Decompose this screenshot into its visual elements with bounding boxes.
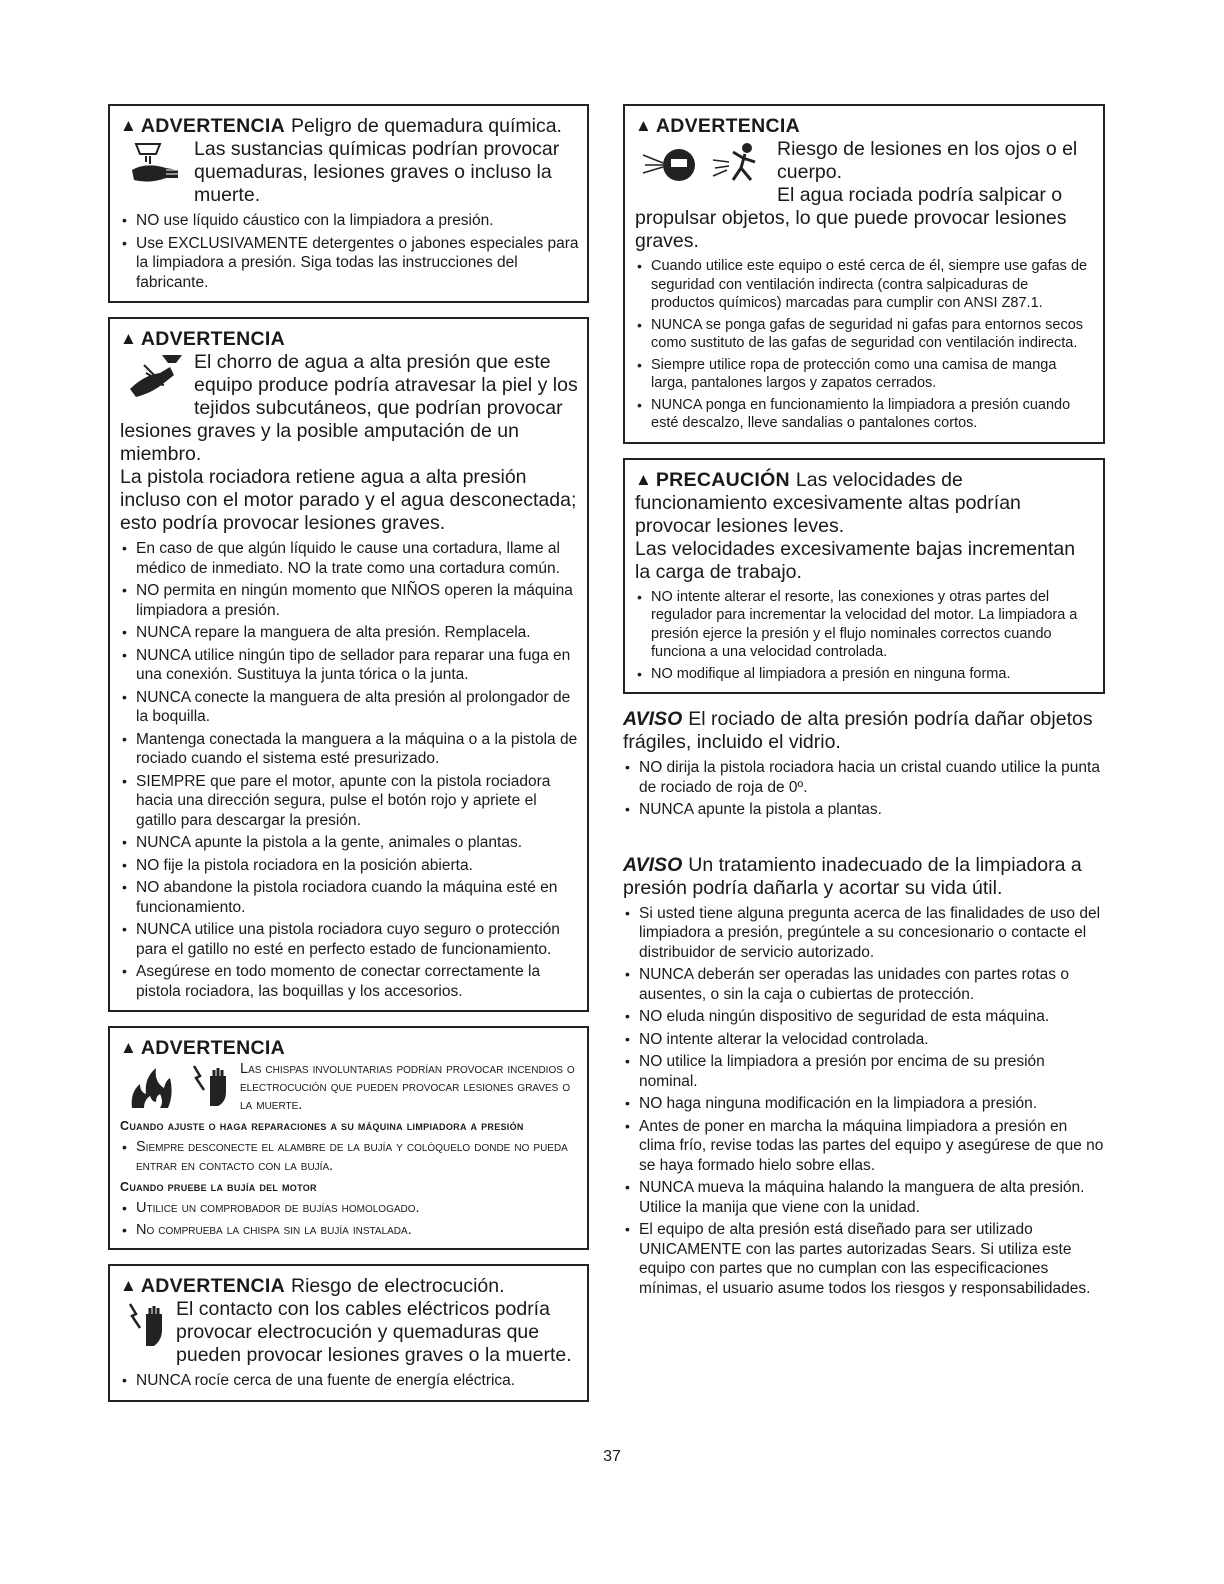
caution-speed-box [623, 458, 1105, 695]
warning-eyes-list [635, 257, 1095, 433]
alert-triangle-icon: ▲ [120, 116, 137, 135]
warning-chemical-box [108, 104, 589, 303]
list-item: • NO dirija la pistola rociadora hacia un cristal cuando utilice la punta de rociado de roja de 0º. [623, 758, 1105, 797]
list-item: • Utilice un comprobador de bujías homologado. [120, 1199, 579, 1218]
list-item: • SIEMPRE que pare el motor, apunte con la pistola rociadora hacia una dirección segura, pulse el botón rojo y apriete el gatillo para descargar la presión. [120, 772, 579, 831]
notice-treatment-list [623, 904, 1105, 1299]
list-item: • Use EXCLUSIVAMENTE detergentes o jabones especiales para la limpiadora a presión. Siga todas las instrucciones del fabricante. [120, 234, 579, 293]
list-item: • NO haga ninguna modificación en la limpiadora a presión. [623, 1094, 1105, 1114]
warning-sparks-box [108, 1026, 589, 1250]
right-column [623, 104, 1105, 1324]
warning-electrocution-header [120, 1274, 579, 1298]
caution-speed-header [635, 468, 1095, 538]
warning-sparks-lead: Las chispas involuntarias podrían provocar incendios o electrocución que pueden provocar lesiones graves o la muerte. [240, 1061, 575, 1113]
list-item: • NUNCA apunte la pistola a plantas. [623, 800, 1105, 820]
caution-speed-body: Las velocidades excesivamente bajas incrementan la carga de trabajo. [635, 537, 1076, 583]
notice-treatment [623, 854, 1105, 1299]
warning-keyword: ADVERTENCIA [140, 1037, 285, 1059]
list-item: • NUNCA conecte la manguera de alta presión al prolongador de la boquilla. [120, 688, 579, 727]
warning-keyword: ADVERTENCIA [140, 1275, 285, 1297]
left-column [108, 104, 589, 1416]
notice-keyword: AVISO [623, 853, 683, 876]
list-item: • NO modifique al limpiadora a presión en ninguna forma. [635, 665, 1095, 684]
list-item: • NO abandone la pistola rociadora cuando la máquina esté en funcionamiento. [120, 878, 579, 917]
list-item: • NO intente alterar el resorte, las conexiones y otras partes del regulador para incrementar la velocidad del motor. La limpiadora a presión ejerce la presión y el flujo nominales correctos cuando funciona a una velocidad controlada. [635, 588, 1095, 662]
warning-injection-box [108, 317, 589, 1012]
notice-fragile-header [623, 708, 1105, 754]
list-item: • NO use líquido cáustico con la limpiadora a presión. [120, 211, 579, 231]
warning-chemical-lead: Peligro de quemadura química. [290, 115, 562, 137]
list-item: • Siempre utilice ropa de protección como una camisa de manga larga, pantalones largos y zapatos cerrados. [635, 356, 1095, 393]
list-item: • NO eluda ningún dispositivo de seguridad de esta máquina. [623, 1007, 1105, 1027]
list-item: • NUNCA repare la manguera de alta presión. Remplacela. [120, 623, 579, 643]
warning-keyword: ADVERTENCIA [655, 115, 800, 137]
warning-injection-header [120, 327, 579, 351]
warning-electrocution-box [108, 1264, 589, 1402]
warning-chemical-body: Las sustancias químicas podrían provocar quemaduras, lesiones graves o incluso la muerte. [194, 138, 560, 206]
notice-treatment-header [623, 854, 1105, 900]
list-item: • NUNCA utilice ningún tipo de sellador para reparar una fuga en una conexión. Sustituya la junta tórica o la junta. [120, 646, 579, 685]
warning-electrocution-body: El contacto con los cables eléctricos podría provocar electrocución y quemaduras que pueden provocar lesiones graves o la muerte. [176, 1298, 572, 1366]
list-item: • NUNCA deberán ser operadas las unidades con partes rotas o ausentes, o sin la caja o cubiertas de protección. [623, 965, 1105, 1004]
list-item: • NO permita en ningún momento que NIÑOS operen la máquina limpiadora a presión. [120, 581, 579, 620]
notice-fragile [623, 708, 1105, 820]
caution-keyword: PRECAUCIÓN [655, 468, 790, 491]
warning-electrocution-list [120, 1371, 579, 1391]
electric-shock-icon [126, 1300, 166, 1352]
caution-speed-list [635, 588, 1095, 684]
list-item: • El equipo de alta presión está diseñado para ser utilizado UNICAMENTE con las partes autorizadas Sears. Si utiliza este equipo con partes que no cumplan con las especificaciones mínimas, el usuario asume todos los riesgos y responsabilidades. [623, 1220, 1105, 1298]
warning-sparks-header [120, 1036, 579, 1060]
eye-injury-icon [641, 141, 697, 187]
warning-electrocution-lead: Riesgo de electrocución. [290, 1275, 505, 1297]
list-item: • NUNCA mueva la máquina halando la manguera de alta presión. Utilice la manija que viene con la unidad. [623, 1178, 1105, 1217]
fire-shock-icons [126, 1062, 230, 1112]
list-item: • NUNCA apunte la pistola a la gente, animales o plantas. [120, 833, 579, 853]
list-item: • Cuando utilice este equipo o esté cerca de él, siempre use gafas de seguridad con ventilación indirecta (contra salpicaduras de productos químicos) marcadas para cumplir con ANSI Z87.1. [635, 257, 1095, 313]
body-impact-icon [711, 140, 767, 188]
list-item: • Antes de poner en marcha la máquina limpiadora a presión en clima frío, revise todas las partes del equipo y asegúrese de que no se haya formado hielo sobre ellas. [623, 1117, 1105, 1176]
warning-eyes-lead: Riesgo de lesiones en los ojos o el cuerpo. [777, 138, 1078, 183]
warning-keyword: ADVERTENCIA [140, 115, 285, 137]
warning-injection-lead: El chorro de agua a alta presión que este equipo produce podría atravesar la piel y los tejidos subcutáneos, que podrían provocar lesiones graves y la posible amputación de un miembro. [120, 351, 578, 465]
electric-shock-icon [190, 1062, 230, 1112]
alert-triangle-icon: ▲ [120, 1276, 137, 1295]
alert-triangle-icon: ▲ [120, 1038, 137, 1057]
warning-injection-list [120, 539, 579, 1001]
alert-triangle-icon: ▲ [120, 329, 137, 348]
warning-chemical-header [120, 114, 579, 138]
notice-fragile-list [623, 758, 1105, 820]
list-item: • NO utilice la limpiadora a presión por encima de su presión nominal. [623, 1052, 1105, 1091]
warning-sparks-list-1 [120, 1138, 579, 1175]
notice-keyword: AVISO [623, 708, 683, 730]
list-item: • NUNCA ponga en funcionamiento la limpiadora a presión cuando esté descalzo, lleve sandalias o pantalones cortos. [635, 396, 1095, 433]
list-item: • Asegúrese en todo momento de conectar correctamente la pistola rociadora, las boquillas y los accesorios. [120, 962, 579, 1001]
warning-chemical-list [120, 211, 579, 292]
warning-sparks-list-2 [120, 1199, 579, 1239]
warning-eyes-header [635, 114, 1095, 138]
warning-eyes-body: El agua rociada podría salpicar o propulsar objetos, lo que puede provocar lesiones graves. [635, 184, 1067, 252]
page-number: 37 [603, 1448, 621, 1465]
list-item: • NUNCA rocíe cerca de una fuente de energía eléctrica. [120, 1371, 579, 1391]
chemical-burn-icon [126, 140, 184, 186]
caution-speed-lead: Las velocidades de funcionamiento excesivamente altas podrían provocar lesiones leves. [635, 468, 1021, 537]
list-item: • Si usted tiene alguna pregunta acerca de las finalidades de uso del limpiadora a presión, pregúntele a su concesionario o contacte el distribuidor de servicio autorizado. [623, 904, 1105, 963]
list-item: • NO intente alterar la velocidad controlada. [623, 1030, 1105, 1050]
warning-eyes-box [623, 104, 1105, 444]
warning-sparks-subheading-1: Cuando ajuste o haga reparaciones a su máquina limpiadora a presión [120, 1119, 524, 1133]
list-item: • Mantenga conectada la manguera a la máquina o a la pistola de rociado cuando el sistema esté presurizado. [120, 730, 579, 769]
skin-injection-icon [126, 353, 184, 401]
list-item: • NUNCA se ponga gafas de seguridad ni gafas para entornos secos como sustituto de las gafas de seguridad con ventilación indirecta. [635, 316, 1095, 353]
fire-icon [126, 1062, 176, 1112]
list-item: • En caso de que algún líquido le cause una cortadura, llame al médico de inmediato. NO la trate como una cortadura común. [120, 539, 579, 578]
notice-treatment-lead: Un tratamiento inadecuado de la limpiadora a presión podría dañarla y acortar su vida útil. [623, 853, 1082, 899]
warning-injection-body: La pistola rociadora retiene agua a alta presión incluso con el motor parado y el agua desconectada; esto podría provocar lesiones graves. [120, 466, 577, 534]
warning-sparks-subheading-2: Cuando pruebe la bujía del motor [120, 1180, 317, 1194]
notice-fragile-lead: El rociado de alta presión podría dañar objetos frágiles, incluido el vidrio. [623, 708, 1093, 753]
list-item: • No comprueba la chispa sin la bujía instalada. [120, 1221, 579, 1240]
eye-body-hazard-icons [641, 140, 767, 188]
warning-keyword: ADVERTENCIA [140, 328, 285, 350]
list-item: • NUNCA utilice una pistola rociadora cuyo seguro o protección para el gatillo no esté en perfecto estado de funcionamiento. [120, 920, 579, 959]
alert-triangle-icon: ▲ [635, 116, 652, 135]
alert-triangle-icon: ▲ [635, 469, 652, 489]
list-item: • Siempre desconecte el alambre de la bujía y colóquelo donde no pueda entrar en contacto con la bujía. [120, 1138, 579, 1175]
list-item: • NO fije la pistola rociadora en la posición abierta. [120, 856, 579, 876]
